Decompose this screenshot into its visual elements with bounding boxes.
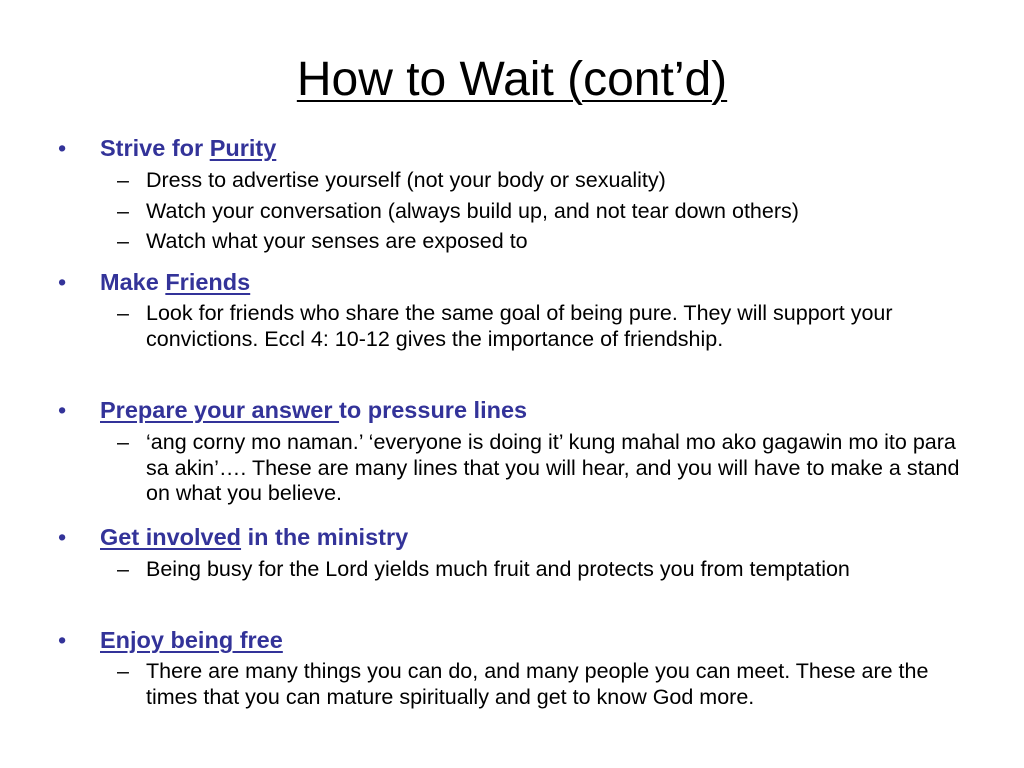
bullet-marker: •: [58, 627, 67, 653]
sub-item-text: Being busy for the Lord yields much fruit and protects you from temptation: [146, 557, 850, 581]
bullet-enjoy-being-free: [58, 625, 980, 655]
bullet-text-pre: Make: [100, 269, 166, 295]
bullet-get-involved: [58, 522, 980, 552]
sub-item: [117, 199, 976, 225]
dash-marker: –: [117, 557, 129, 581]
purity-link[interactable]: Purity: [209, 135, 277, 161]
bullet-marker: •: [58, 135, 67, 161]
bullet-marker: •: [58, 397, 67, 423]
slide-title-text: How to Wait (cont’d): [296, 53, 728, 106]
bullet-strive-for-purity: [58, 133, 980, 163]
bullet-marker: •: [58, 524, 67, 550]
dash-marker: –: [117, 199, 129, 223]
enjoy-being-free-link[interactable]: Enjoy being free: [100, 627, 283, 653]
bullet-marker: •: [58, 269, 67, 295]
sub-item: [117, 301, 976, 352]
sub-item: [117, 229, 976, 255]
sub-item-text: There are many things you can do, and many people you can meet. These are the times that you can mature spiritually and get to know God more.: [146, 659, 929, 709]
sub-item: [117, 430, 976, 507]
slide-title: [0, 50, 1024, 110]
sub-item-text: Watch your conversation (always build up, and not tear down others): [146, 199, 799, 223]
sub-item-text: Dress to advertise yourself (not your body or sexuality): [146, 168, 666, 192]
sub-item: [117, 168, 976, 194]
friends-link[interactable]: Friends: [165, 269, 251, 295]
bullet-make-friends: [58, 267, 980, 297]
sub-item-text: ‘ang corny mo naman.’ ‘everyone is doing it’ kung mahal mo ako gagawin mo ito para sa akin’…. These are many lines that you will hear, and you will have to make a stand on what you believe.: [146, 430, 960, 505]
get-involved-link[interactable]: Get involved: [100, 524, 242, 550]
bullet-text-post: in the ministry: [241, 524, 409, 550]
sub-item-text: Look for friends who share the same goal of being pure. They will support your convictions. Eccl 4: 10-12 gives the importance of friendship.: [146, 301, 893, 351]
prepare-your-answer-link[interactable]: Prepare your answer: [100, 397, 340, 423]
sub-item: [117, 557, 976, 583]
dash-marker: –: [117, 168, 129, 192]
bullet-prepare-your-answer: [58, 395, 980, 425]
dash-marker: –: [117, 430, 129, 454]
sub-item: [117, 659, 976, 710]
dash-marker: –: [117, 301, 129, 325]
dash-marker: –: [117, 229, 129, 253]
sub-item-text: Watch what your senses are exposed to: [146, 229, 528, 253]
dash-marker: –: [117, 659, 129, 683]
bullet-text-post: to pressure lines: [339, 397, 528, 423]
bullet-text-pre: Strive for: [100, 135, 210, 161]
